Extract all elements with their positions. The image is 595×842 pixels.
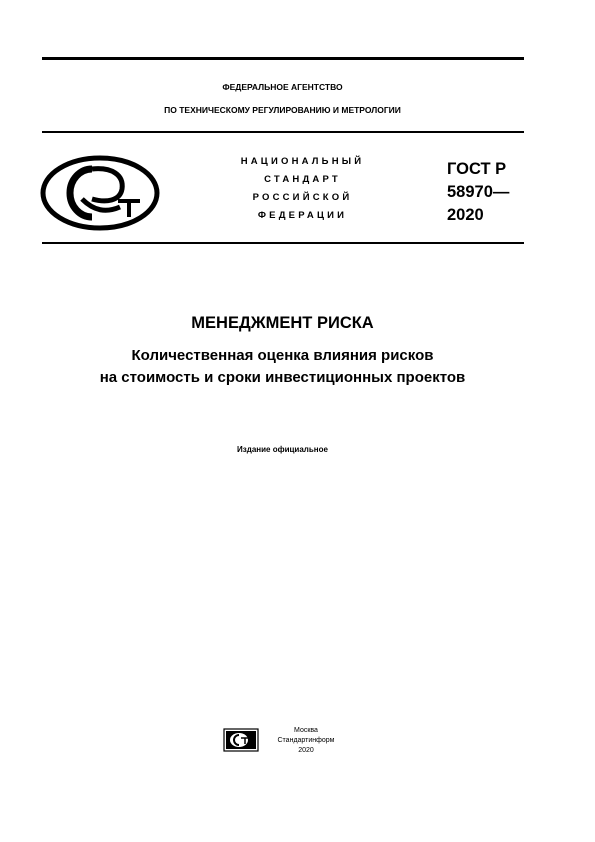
standard-line-3: РОССИЙСКОЙ [252,192,353,203]
standard-line-4: ФЕДЕРАЦИИ [257,210,348,221]
publisher-year: 2020 [298,747,314,754]
gost-year: 2020 [447,206,484,224]
standard-line-2: СТАНДАРТ [264,174,341,185]
standard-block-top-rule [42,131,524,133]
document-subtitle-line-2: на стоимость и сроки инвестиционных проектов [99,369,466,386]
document-subtitle-line-1: Количественная оценка влияния рисков [131,347,434,364]
gost-number: 58970— [447,183,510,201]
agency-line-1: ФЕДЕРАЛЬНОЕ АГЕНТСТВО [222,82,343,92]
document-title: МЕНЕДЖМЕНТ РИСКА [191,314,374,332]
gost-label: ГОСТ Р [447,160,507,178]
publisher-name: Стандартинформ [277,737,335,744]
edition-label: Издание официальное [237,445,328,454]
rst-certification-mark-icon [40,155,160,231]
agency-line-2: ПО ТЕХНИЧЕСКОМУ РЕГУЛИРОВАНИЮ И МЕТРОЛОГИИ [164,105,401,115]
standard-line-1: НАЦИОНАЛЬНЫЙ [240,156,365,167]
publisher-city: Москва [294,727,318,734]
top-rule [42,57,524,60]
standard-block-bottom-rule [42,242,524,244]
standartinform-logo-icon [223,728,259,752]
